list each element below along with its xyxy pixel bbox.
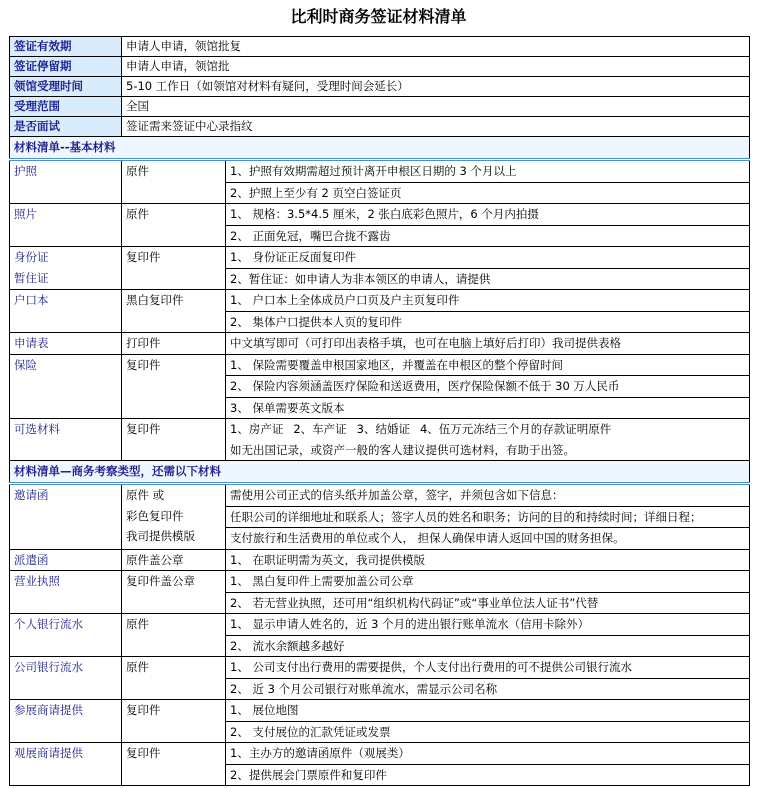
material-name-line: 申请表	[14, 336, 49, 350]
material-type	[122, 484, 226, 550]
material-type-line: 复印件	[126, 703, 161, 717]
material-type-line: 原件盖公章	[126, 552, 184, 567]
material-details	[226, 549, 750, 571]
material-type	[122, 333, 226, 355]
detail-line: 1、 户口本上全体成员户口页及户主页复印件	[230, 293, 460, 307]
summary-value: 全国	[122, 97, 750, 117]
summary-label: 签证有效期	[10, 37, 122, 57]
material-name	[10, 333, 122, 355]
material-name	[10, 614, 122, 657]
material-type-line: 原件	[126, 617, 149, 631]
material-row	[10, 419, 750, 461]
detail-line: 2、 正面免冠，嘴巴合拢不露齿	[226, 225, 749, 247]
material-row	[10, 247, 750, 290]
material-details	[226, 419, 750, 461]
material-type-line: 复印件	[126, 250, 161, 264]
material-name	[10, 204, 122, 247]
material-details	[226, 700, 750, 743]
material-type-line: 原件 或	[126, 488, 165, 502]
detail-line: 如无出国记录，或资产一般的客人建议提供可选材料，有助于出签。	[230, 442, 575, 457]
summary-label: 是否面试	[10, 117, 122, 137]
material-name-line: 户口本	[14, 293, 49, 307]
material-type-line: 黑白复印件	[126, 293, 184, 307]
material-details	[226, 247, 750, 290]
detail-item: 2、车产证	[293, 422, 347, 436]
summary-row	[10, 57, 750, 77]
section-header-basic	[10, 137, 750, 160]
business-section	[10, 461, 750, 484]
material-row	[10, 743, 750, 786]
material-type	[122, 614, 226, 657]
detail-line: 2、 保险内容须涵盖医疗保险和送返费用，医疗保险保额不低于 30 万人民币	[226, 375, 749, 397]
material-details	[226, 743, 750, 786]
summary-label: 领馆受理时间	[10, 77, 122, 97]
summary-row	[10, 97, 750, 117]
material-details	[226, 290, 750, 333]
material-row	[10, 657, 750, 700]
material-name	[10, 484, 122, 550]
material-details	[226, 160, 750, 204]
material-name	[10, 160, 122, 204]
material-row	[10, 549, 750, 571]
detail-line: 2、 流水余额越多越好	[226, 635, 749, 657]
detail-line: 1、护照有效期需超过预计离开申根区日期的 3 个月以上	[230, 164, 517, 178]
material-name	[10, 354, 122, 419]
material-name-line: 身份证	[14, 250, 49, 264]
material-type-line: 彩色复印件	[126, 508, 184, 523]
section-header-business	[10, 461, 750, 484]
summary-row	[10, 77, 750, 97]
detail-line: 1、主办方的邀请函原件（观展类）	[230, 746, 410, 760]
business-rows	[10, 484, 750, 786]
material-name-line: 照片	[14, 207, 37, 221]
detail-line: 支付旅行和生活费用的单位或个人， 担保人确保申请人返回中国的财务担保。	[226, 527, 749, 549]
material-row	[10, 700, 750, 743]
material-row	[10, 290, 750, 333]
detail-item: 3、结婚证	[356, 422, 410, 436]
detail-line: 2、提供展会门票原件和复印件	[226, 764, 749, 786]
section-title: 材料清单—商务考察类型，还需以下材料	[10, 461, 750, 484]
material-row	[10, 204, 750, 247]
material-name	[10, 290, 122, 333]
detail-line: 3、 保单需要英文版本	[226, 397, 749, 419]
material-type-line: 复印件	[126, 422, 161, 436]
detail-line: 任职公司的详细地址和联系人；签字人员的姓名和职务；访问的目的和持续时间；详细日程；	[226, 506, 749, 528]
section-title: 材料清单--基本材料	[10, 137, 750, 160]
detail-line: 中文填写即可（可打印出表格手填，也可在电脑上填好后打印）我司提供表格	[230, 336, 621, 350]
summary-value: 5-10 工作日（如领馆对材料有疑问，受理时间会延长）	[122, 77, 750, 97]
material-type	[122, 571, 226, 614]
material-row	[10, 354, 750, 419]
material-type	[122, 700, 226, 743]
detail-line: 1、 显示申请人姓名的，近 3 个月的进出银行账单流水（信用卡除外）	[230, 617, 590, 631]
material-name-line: 可选材料	[14, 422, 60, 436]
detail-line: 1、 在职证明需为英文，我司提供模版	[230, 552, 425, 567]
material-type-line: 原件	[126, 660, 149, 674]
material-name-line: 观展商请提供	[14, 746, 83, 760]
summary-row	[10, 117, 750, 137]
material-type	[122, 354, 226, 419]
detail-line: 1、 规格：3.5*4.5 厘米，2 张白底彩色照片，6 个月内拍摄	[230, 207, 539, 221]
detail-line: 2、 近 3 个月公司银行对账单流水，需显示公司名称	[226, 678, 749, 700]
detail-line: 2、 若无营业执照，还可用“组织机构代码证”或“事业单位法人证书”代替	[226, 592, 749, 614]
detail-line: 需使用公司正式的信头纸并加盖公章，签字，并须包含如下信息：	[230, 488, 564, 502]
material-type-line: 原件	[126, 207, 149, 221]
material-details	[226, 333, 750, 355]
material-type	[122, 290, 226, 333]
summary-section	[10, 37, 750, 137]
summary-label: 受理范围	[10, 97, 122, 117]
material-name-line: 个人银行流水	[14, 617, 83, 631]
materials-table	[9, 36, 750, 786]
page-title: 比利时商务签证材料清单	[290, 7, 467, 26]
material-name	[10, 657, 122, 700]
basic-section	[10, 137, 750, 160]
material-name-line: 邀请函	[14, 488, 49, 502]
material-name-line: 公司银行流水	[14, 660, 83, 674]
material-type	[122, 204, 226, 247]
material-type-line: 复印件盖公章	[126, 574, 195, 588]
material-name	[10, 743, 122, 786]
material-row	[10, 614, 750, 657]
detail-line: 1、 展位地图	[230, 703, 299, 717]
material-type-line: 我司提供模版	[126, 529, 195, 543]
material-type-line: 打印件	[126, 336, 161, 350]
material-details	[226, 484, 750, 550]
material-name	[10, 700, 122, 743]
material-type	[122, 743, 226, 786]
material-type	[122, 419, 226, 461]
detail-line: 2、暂住证：如申请人为非本领区的申请人，请提供	[226, 268, 749, 290]
detail-line: 1、 公司支付出行费用的需要提供，个人支付出行费用的可不提供公司银行流水	[230, 660, 632, 674]
material-type-line: 原件	[126, 164, 149, 178]
detail-line: 2、护照上至少有 2 页空白签证页	[226, 182, 749, 204]
summary-value: 签证需来签证中心录指纹	[122, 117, 750, 137]
material-name	[10, 247, 122, 290]
material-name-line: 暂住证	[14, 270, 49, 285]
material-name	[10, 419, 122, 461]
detail-line: 2、 集体户口提供本人页的复印件	[226, 311, 749, 333]
material-row	[10, 333, 750, 355]
detail-item: 1、房产证	[230, 422, 284, 436]
material-type-line: 复印件	[126, 357, 161, 372]
material-details	[226, 204, 750, 247]
material-name-line: 保险	[14, 357, 37, 372]
material-details	[226, 354, 750, 419]
summary-value: 申请人申请，领馆批复	[122, 37, 750, 57]
material-name-line: 派遣函	[14, 552, 49, 567]
material-type-line: 复印件	[126, 746, 161, 760]
material-details	[226, 614, 750, 657]
material-name	[10, 549, 122, 571]
detail-line: 1、 身份证正反面复印件	[230, 250, 356, 264]
detail-line	[230, 419, 745, 440]
material-type	[122, 160, 226, 204]
material-row	[10, 484, 750, 550]
material-name-line: 营业执照	[14, 574, 60, 588]
material-name	[10, 571, 122, 614]
material-name-line: 护照	[14, 164, 37, 178]
basic-rows	[10, 160, 750, 461]
detail-item: 4、伍万元冻结三个月的存款证明原件	[419, 422, 612, 436]
material-type	[122, 549, 226, 571]
material-type	[122, 247, 226, 290]
material-row	[10, 160, 750, 204]
detail-line: 2、 支付展位的汇款凭证或发票	[226, 721, 749, 743]
material-row	[10, 571, 750, 614]
material-name-line: 参展商请提供	[14, 703, 83, 717]
material-type	[122, 657, 226, 700]
summary-value: 申请人申请，领馆批	[122, 57, 750, 77]
material-details	[226, 571, 750, 614]
material-details	[226, 657, 750, 700]
summary-label: 签证停留期	[10, 57, 122, 77]
detail-line: 1、 黑白复印件上需要加盖公司公章	[230, 574, 414, 588]
summary-row	[10, 37, 750, 57]
detail-line: 1、 保险需要覆盖申根国家地区，并覆盖在申根区的整个停留时间	[230, 357, 563, 372]
